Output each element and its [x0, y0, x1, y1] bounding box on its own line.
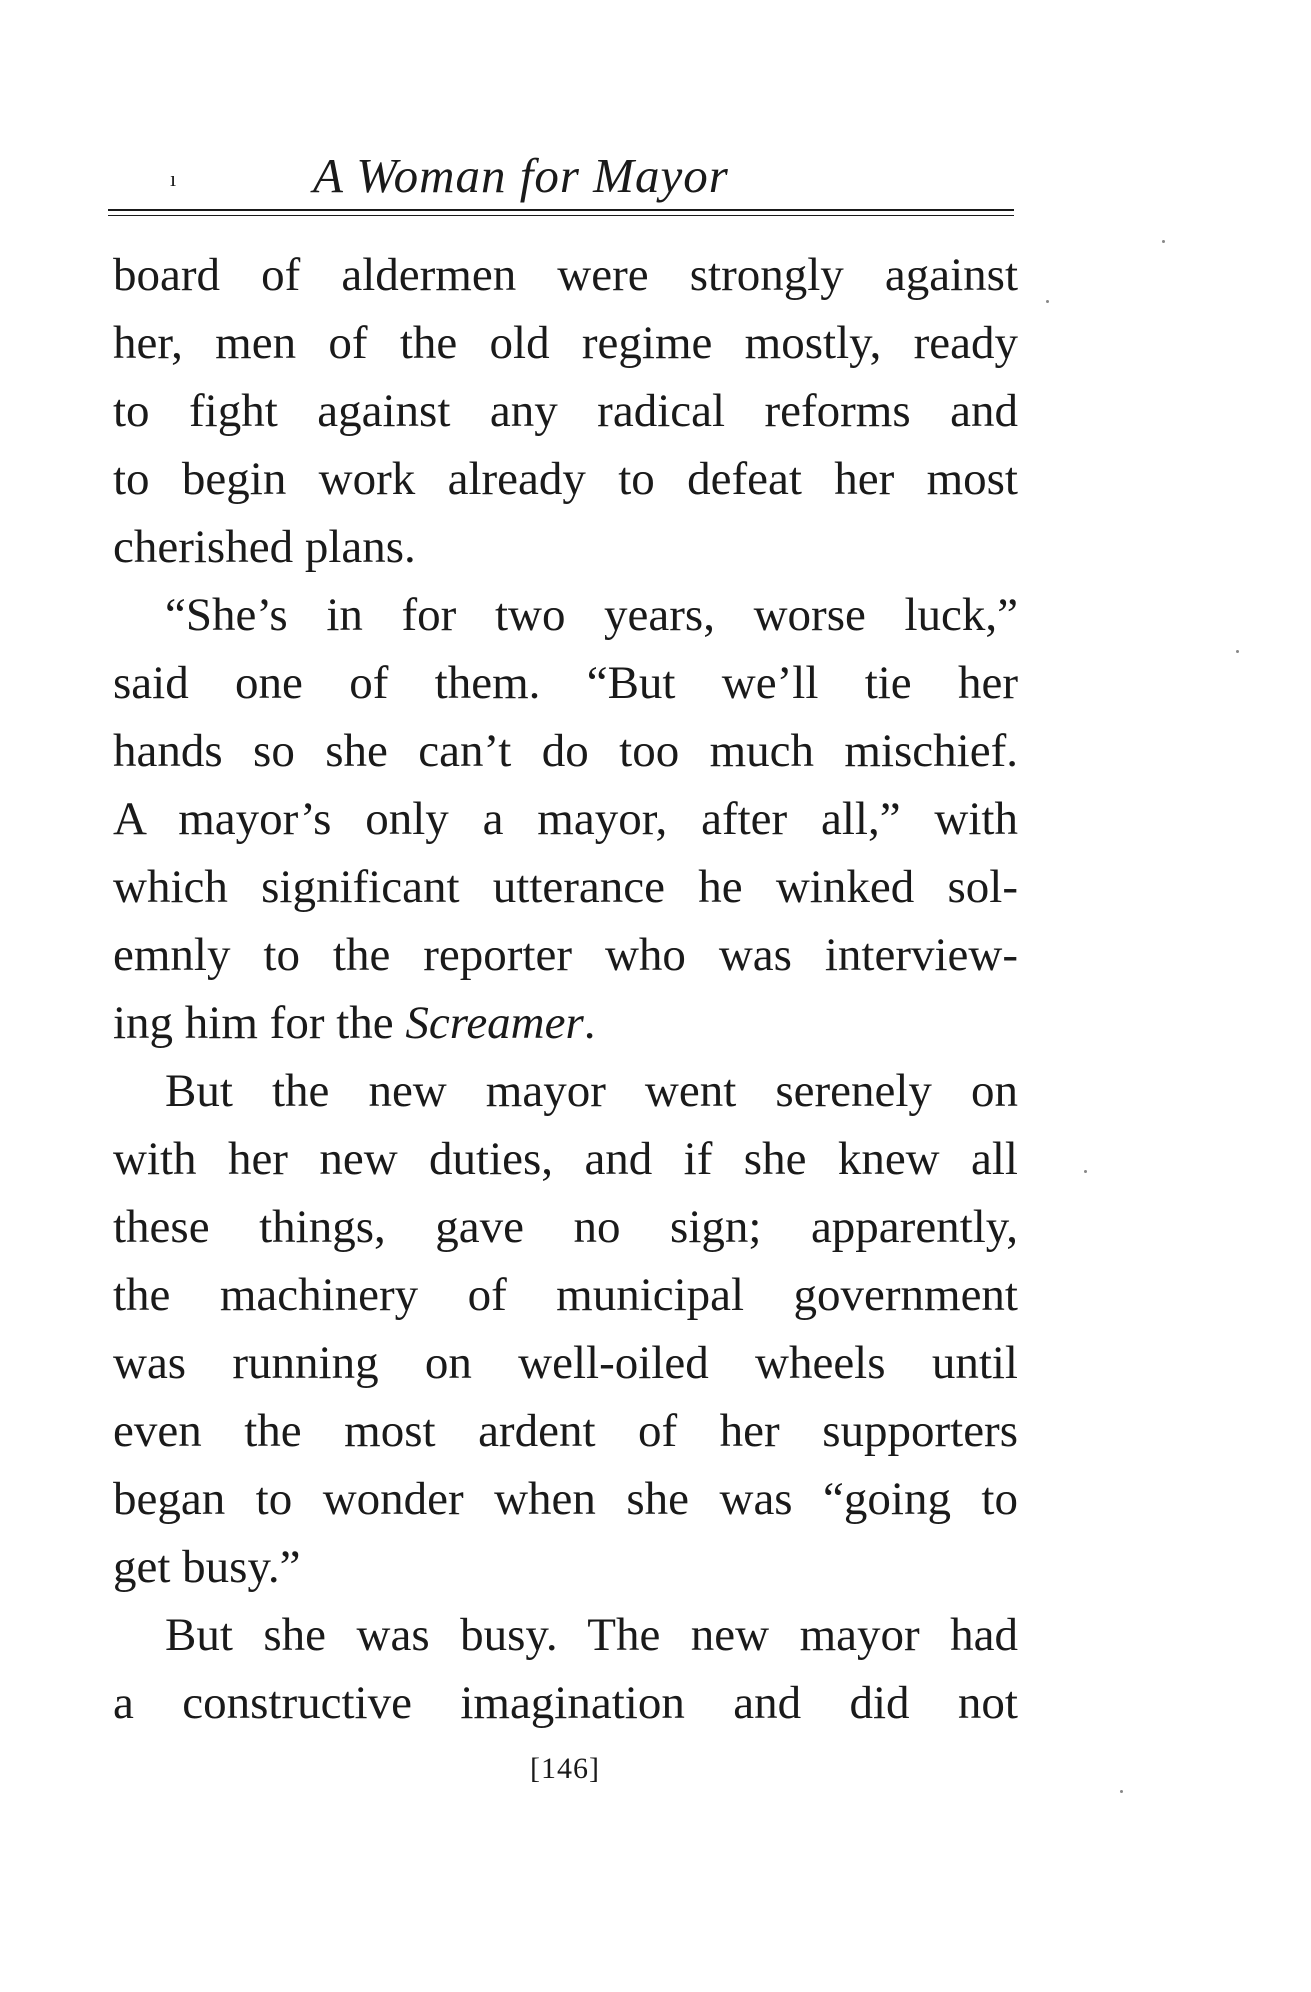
- scan-speck: [1120, 1790, 1123, 1793]
- text-line: A mayor’s only a mayor, after all,” with: [113, 793, 1018, 845]
- text-line: with her new duties, and if she knew all: [113, 1133, 1018, 1185]
- text-line: began to wonder when she was “going to: [113, 1473, 1018, 1525]
- text-line: But the new mayor went serenely on: [165, 1065, 1018, 1117]
- header-rule-thick: [108, 209, 1014, 211]
- scan-speck: [1236, 650, 1239, 653]
- text-line: get busy.”: [113, 1541, 301, 1593]
- text-line: board of aldermen were strongly against: [113, 249, 1018, 301]
- text-run: .: [583, 997, 596, 1049]
- text-line: these things, gave no sign; apparently,: [113, 1201, 1018, 1253]
- text-line: the machinery of municipal government: [113, 1269, 1018, 1321]
- text-line: a constructive imagination and did not: [113, 1677, 1018, 1729]
- text-line: emnly to the reporter who was interview-: [113, 929, 1018, 981]
- text-line: said one of them. “But we’ll tie her: [113, 657, 1018, 709]
- text-line: cherished plans.: [113, 521, 416, 573]
- text-line: which significant utterance he winked sol-: [113, 861, 1018, 913]
- text-line: “She’s in for two years, worse luck,”: [165, 589, 1018, 641]
- scan-speck: [1084, 1170, 1087, 1173]
- text-line: hands so she can’t do too much mischief.: [113, 725, 1018, 777]
- header-rule-thin: [108, 215, 1014, 216]
- text-line: to begin work already to defeat her most: [113, 453, 1018, 505]
- running-head: [108, 146, 1018, 206]
- scan-speck: [1162, 240, 1165, 243]
- text-line: to fight against any radical reforms and: [113, 385, 1018, 437]
- text-run: ing him for the: [113, 997, 406, 1049]
- scan-speck: [1046, 300, 1049, 303]
- text-line: even the most ardent of her supporters: [113, 1405, 1018, 1457]
- text-line: But she was busy. The new mayor had: [165, 1609, 1018, 1661]
- body-text: [113, 241, 1018, 1737]
- newspaper-name: Screamer: [405, 997, 584, 1049]
- text-line: was running on well-oiled wheels until: [113, 1337, 1018, 1389]
- running-title: A Woman for Mayor: [313, 148, 729, 203]
- page-number: [146]: [530, 1752, 600, 1785]
- text-line: her, men of the old regime mostly, ready: [113, 317, 1018, 369]
- text-line-with-italic: [113, 989, 1018, 1057]
- head-mark: ı: [170, 166, 177, 191]
